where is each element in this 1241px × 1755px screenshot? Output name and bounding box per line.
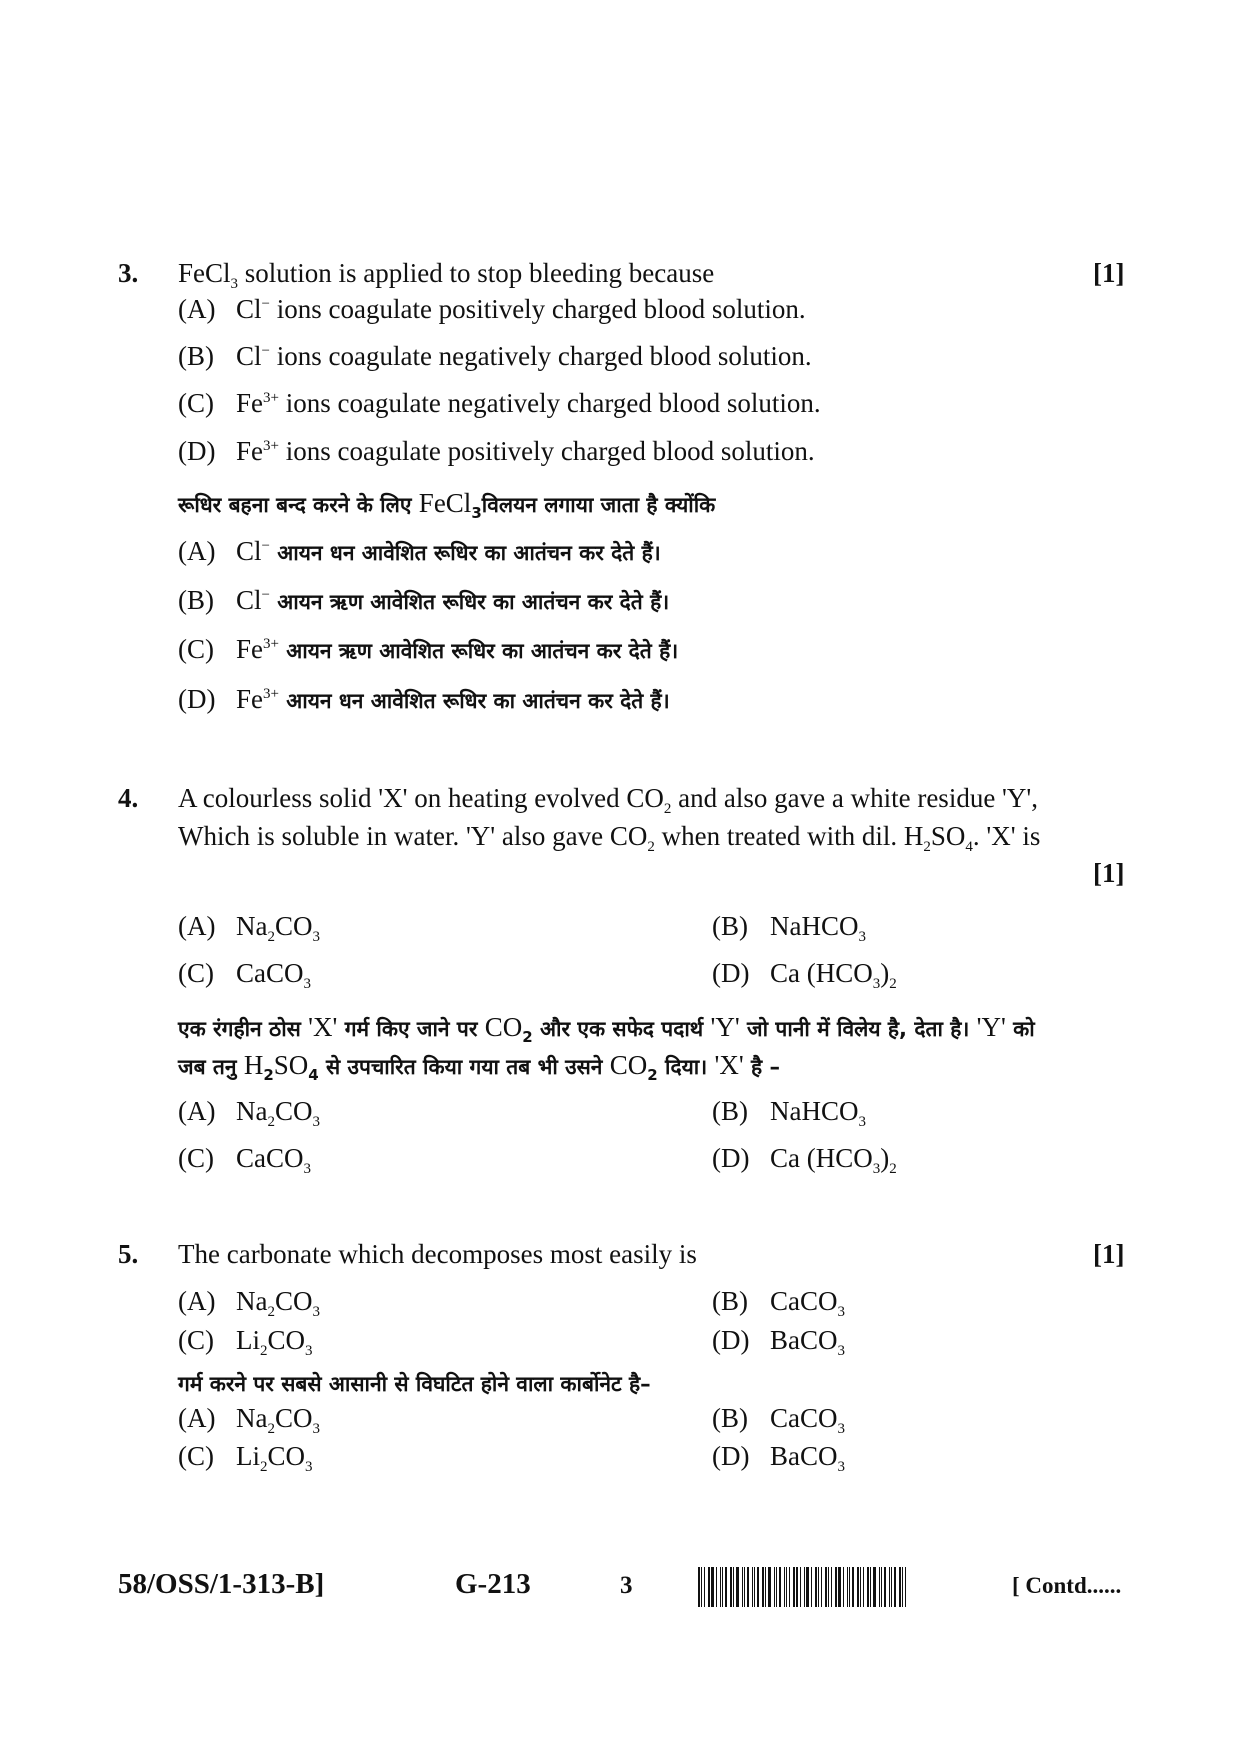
option-a: (A) Cl− ions coagulate positively charged blood solution. xyxy=(178,294,806,324)
option-d-hindi: (D) $Fe^{3+}$ आयन धन आवेशित रूधिर का आतंचन कर देते हैं। xyxy=(178,684,670,714)
marks: [1] xyxy=(1093,258,1125,288)
option-c-hindi: (C) $Fe^{3+}$ आयन ऋण आवेशित रूधिर का आतंचन कर देते हैं। xyxy=(178,634,679,664)
barcode-bar xyxy=(796,1567,798,1607)
marks: [1] xyxy=(1093,1239,1125,1269)
option-d: (D) $Fe^{3+}$ ions coagulate positively charged blood solution. xyxy=(178,436,815,466)
barcode-bar xyxy=(800,1567,801,1607)
barcode-bar xyxy=(789,1567,790,1607)
option-d: (D) BaCO$_3$ xyxy=(712,1325,845,1359)
barcode-bar xyxy=(701,1567,702,1607)
question-number: 4. xyxy=(118,783,139,813)
page-number: 3 xyxy=(620,1572,633,1599)
barcode-bar xyxy=(730,1567,732,1607)
question-number: 3. xyxy=(118,258,139,288)
barcode-bar xyxy=(793,1567,795,1607)
barcode-bar xyxy=(804,1567,805,1607)
option-b: (B) Cl− ions coagulate negatively charged blood solution. xyxy=(178,341,812,371)
paper-code: 58/OSS/1-313-B] xyxy=(118,1568,325,1600)
barcode-bar xyxy=(891,1567,892,1607)
barcode-bar xyxy=(884,1567,886,1607)
question-stem-line-2: Which is soluble in water. 'Y' also gave $CO_2$ when treated with dil. $H_2SO_4$. 'X' is xyxy=(178,821,1041,855)
barcode-bar xyxy=(716,1567,717,1607)
barcode-bar xyxy=(774,1567,775,1607)
barcode-bar xyxy=(768,1567,771,1607)
option-c: (C) $Fe^{3+}$ ions coagulate negatively charged blood solution. xyxy=(178,388,821,418)
option-b-hindi: (B) Cl− आयन ऋण आवेशित रूधिर का आतंचन कर देते हैं। xyxy=(178,585,670,615)
barcode-bar xyxy=(835,1567,837,1607)
barcode-bar xyxy=(711,1567,714,1607)
question-number: 5. xyxy=(118,1239,139,1269)
barcode-bar xyxy=(784,1567,785,1607)
option-b-hindi: (B) NaHCO$_3$ xyxy=(712,1096,866,1130)
option-b: (B) NaHCO$_3$ xyxy=(712,911,866,945)
barcode-bar xyxy=(867,1567,869,1607)
barcode-bar xyxy=(811,1567,812,1607)
question-stem-hindi: गर्म करने पर सबसे आसानी से विघटित होने वाला कार्बोनेट है– xyxy=(178,1372,651,1396)
question-stem-hindi: रूधिर बहना बन्द करने के लिए FeCl$_3$विलयन लगाया जाता है क्योंकि xyxy=(178,488,716,522)
option-a-hindi: (A) $Na_2CO_3$ xyxy=(178,1096,320,1130)
barcode-bar xyxy=(828,1567,829,1607)
option-d-hindi: (D) Ca $(HCO_3)_2$ xyxy=(712,1143,897,1177)
option-a-hindi: (A) $Na_2CO_3$ xyxy=(178,1403,320,1437)
barcode-bar xyxy=(847,1567,848,1607)
barcode-bar xyxy=(870,1567,871,1607)
option-c-hindi: (C) $Li_2CO_3$ xyxy=(178,1441,313,1475)
barcode-bar xyxy=(863,1567,864,1607)
barcode-bar xyxy=(779,1567,781,1607)
question-stem: FeCl$_3$ solution is applied to stop bleeding because xyxy=(178,258,715,292)
option-d: (D) Ca $(HCO_3)_2$ xyxy=(712,958,897,992)
barcode-bar xyxy=(754,1567,755,1607)
barcode-bar xyxy=(857,1567,859,1607)
series-code: G-213 xyxy=(455,1568,531,1600)
barcode-bar xyxy=(762,1567,764,1607)
option-d-hindi: (D) BaCO$_3$ xyxy=(712,1441,845,1475)
option-b: (B) CaCO$_3$ xyxy=(712,1286,845,1320)
barcode-bar xyxy=(757,1567,759,1607)
barcode-bar xyxy=(733,1567,734,1607)
barcode-bar xyxy=(720,1567,721,1607)
barcode-bar xyxy=(881,1567,882,1607)
barcode-bar xyxy=(849,1567,850,1607)
barcode-bar xyxy=(752,1567,753,1607)
barcode-bar xyxy=(899,1567,901,1607)
barcode-bar xyxy=(736,1567,739,1607)
barcode-bar xyxy=(821,1567,822,1607)
option-c: (C) $Li_2CO_3$ xyxy=(178,1325,313,1359)
barcode-bar xyxy=(860,1567,861,1607)
barcode-bar xyxy=(889,1567,890,1607)
option-a-hindi: (A) Cl− आयन धन आवेशित रूधिर का आतंचन कर देते हैं। xyxy=(178,536,661,566)
barcode-bar xyxy=(722,1567,723,1607)
option-a: (A) $Na_2CO_3$ xyxy=(178,1286,320,1320)
barcode-bar xyxy=(873,1567,876,1607)
barcode-bar xyxy=(902,1567,903,1607)
option-a: (A) $Na_2CO_3$ xyxy=(178,911,320,945)
barcode-bar xyxy=(818,1567,819,1607)
barcode-bar xyxy=(905,1567,906,1607)
barcode-bar xyxy=(744,1567,745,1607)
barcode-bar xyxy=(742,1567,743,1607)
barcode-bar xyxy=(704,1567,705,1607)
continued-note: [ Contd...... xyxy=(1012,1573,1122,1598)
barcode-bar xyxy=(786,1567,787,1607)
option-c-hindi: (C) CaCO$_3$ xyxy=(178,1143,311,1177)
barcode-bar xyxy=(708,1567,710,1607)
barcode-bar xyxy=(747,1567,749,1607)
barcode-bar xyxy=(765,1567,766,1607)
barcode-bar xyxy=(825,1567,827,1607)
barcode-bar xyxy=(852,1567,854,1607)
barcode-bar xyxy=(776,1567,777,1607)
barcode-bar xyxy=(843,1567,844,1607)
barcode-bar xyxy=(831,1567,832,1607)
barcode-bar xyxy=(698,1567,700,1607)
question-stem: The carbonate which decomposes most easily is xyxy=(178,1239,697,1269)
barcode-bar xyxy=(725,1567,727,1607)
question-stem-line-1: A colourless solid 'X' on heating evolved $CO_2$ and also gave a white residue 'Y', xyxy=(178,783,1039,817)
option-c: (C) CaCO$_3$ xyxy=(178,958,311,992)
question-stem-hindi-line-1: एक रंगहीन ठोस 'X' गर्म किए जाने पर $CO_2$ और एक सफेद पदार्थ 'Y' जो पानी में विलेय है, देता है। 'Y' को xyxy=(178,1012,1035,1046)
marks: [1] xyxy=(1093,858,1125,888)
option-b-hindi: (B) CaCO$_3$ xyxy=(712,1403,845,1437)
barcode xyxy=(698,1567,968,1607)
barcode-bar xyxy=(815,1567,817,1607)
question-stem-hindi-line-2: जब तनु $H_2SO_4$ से उपचारित किया गया तब भी उसने $CO_2$ दिया। 'X' है – xyxy=(178,1050,781,1084)
barcode-bar xyxy=(838,1567,841,1607)
barcode-bar xyxy=(894,1567,896,1607)
barcode-bar xyxy=(879,1567,880,1607)
barcode-bar xyxy=(806,1567,809,1607)
